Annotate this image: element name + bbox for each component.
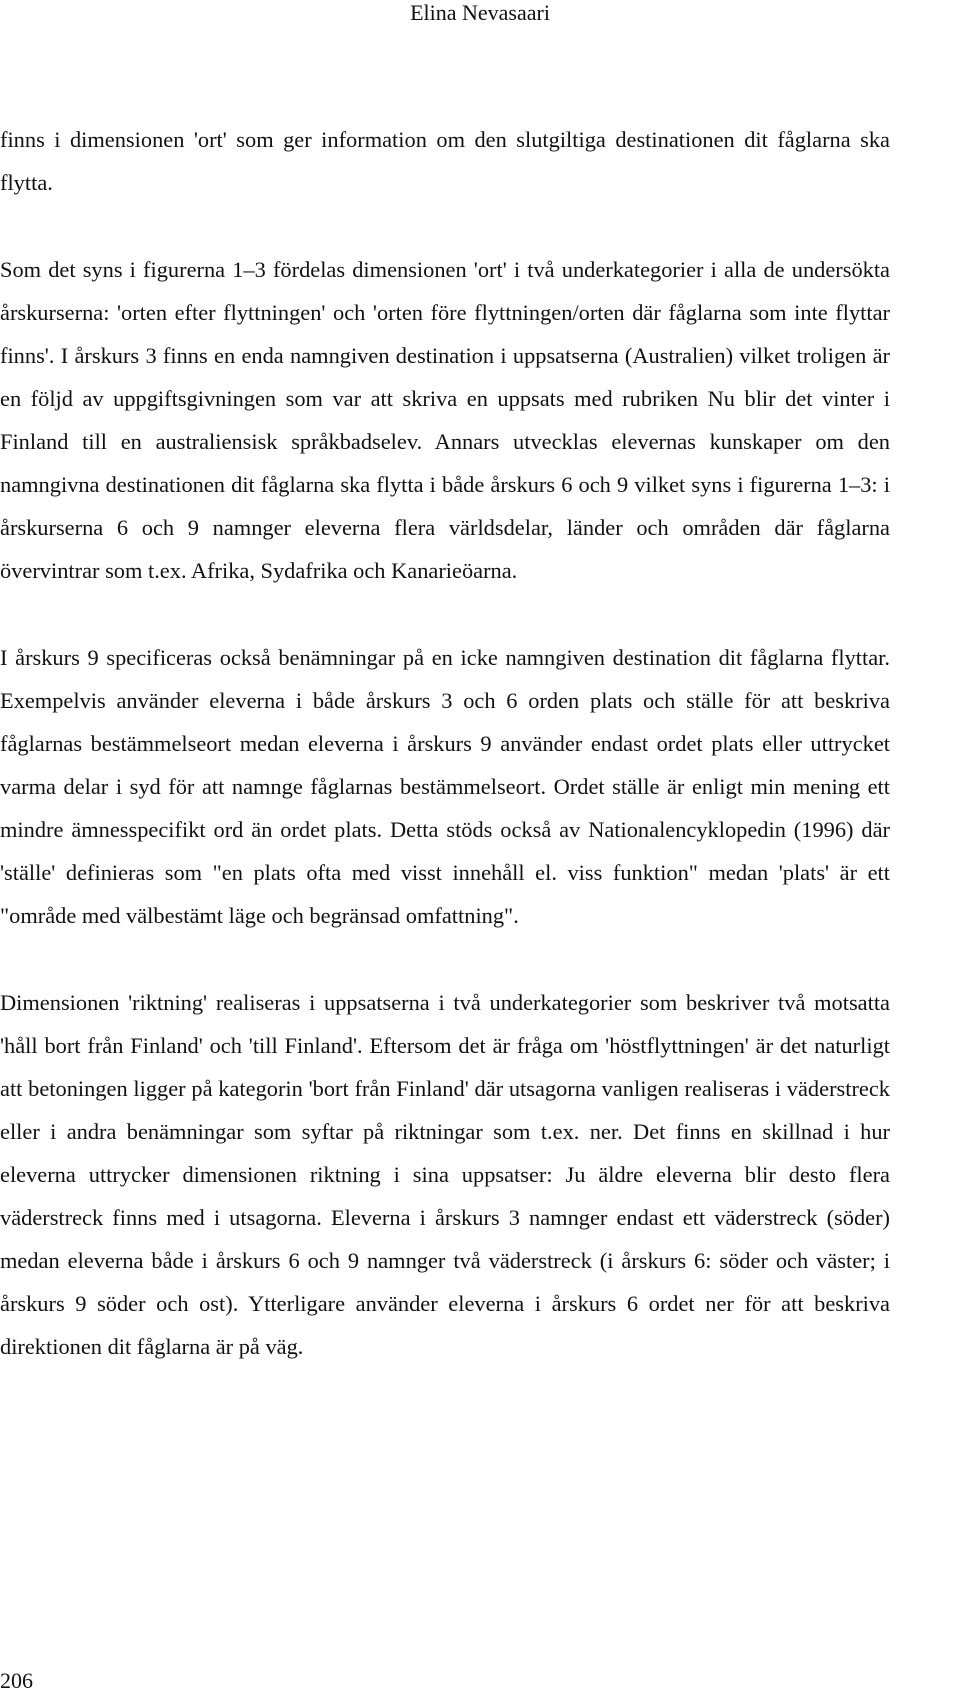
page-number: 206 xyxy=(0,1668,33,1693)
paragraph-1: finns i dimensionen 'ort' som ger information om den slutgiltiga destinationen dit fåglarna ska flytta. xyxy=(0,127,890,195)
body-text xyxy=(0,118,890,1412)
paragraph-2: Som det syns i figurerna 1–3 fördelas dimensionen 'ort' i två underkategorier i alla de undersökta årskurserna: 'orten efter flyttningen' och 'orten före flyttningen/orten där fåglarna som inte flyttar finns'. I årskurs 3 finns en enda namngiven destination i uppsatserna (Australien) vilket troligen är en följd av uppgiftsgivningen som var att skriva en uppsats med rubriken Nu blir det vinter i Finland till en australiensisk språkbadselev. Annars utvecklas elevernas kunskaper om den namngivna destinationen dit fåglarna ska flytta i både årskurs 6 och 9 vilket syns i figurerna 1–3: i årskurserna 6 och 9 namnger eleverna flera världsdelar, länder och områden där fåglarna övervintrar som t.ex. Afrika, Sydafrika och Kanarieöarna. xyxy=(0,257,890,583)
paragraph-3: I årskurs 9 specificeras också benämningar på en icke namngiven destination dit fåglarna flyttar. Exempelvis använder eleverna i både årskurs 3 och 6 orden plats och ställe för att beskriva fåglarnas bestämmelseort medan eleverna i årskurs 9 använder endast ordet plats eller uttrycket varma delar i syd för att namnge fåglarnas bestämmelseort. Ordet ställe är enligt min mening ett mindre ämnesspecifikt ord än ordet plats. Detta stöds också av Nationalencyklopedin (1996) där 'ställe' definieras som "en plats ofta med visst innehåll el. viss funktion" medan 'plats' är ett "område med välbestämt läge och begränsad omfattning". xyxy=(0,645,890,928)
paragraph-4: Dimensionen 'riktning' realiseras i uppsatserna i två underkategorier som beskriver två motsatta 'håll bort från Finland' och 'till Finland'. Eftersom det är fråga om 'höstflyttningen' är det naturligt att betoningen ligger på kategorin 'bort från Finland' där utsagorna vanligen realiseras i väderstreck eller i andra benämningar som syftar på riktningar som t.ex. ner. Det finns en skillnad i hur eleverna uttrycker dimensionen riktning i sina uppsatser: Ju äldre eleverna blir desto flera väderstreck finns med i utsagorna. Eleverna i årskurs 3 namnger endast ett väderstreck (söder) medan eleverna både i årskurs 6 och 9 namnger två väderstreck (i årskurs 6: söder och väster; i årskurs 9 söder och ost). Ytterligare använder eleverna i årskurs 6 ordet ner för att beskriva direktionen dit fåglarna är på väg. xyxy=(0,990,890,1359)
running-header-author: Elina Nevasaari xyxy=(410,0,550,25)
